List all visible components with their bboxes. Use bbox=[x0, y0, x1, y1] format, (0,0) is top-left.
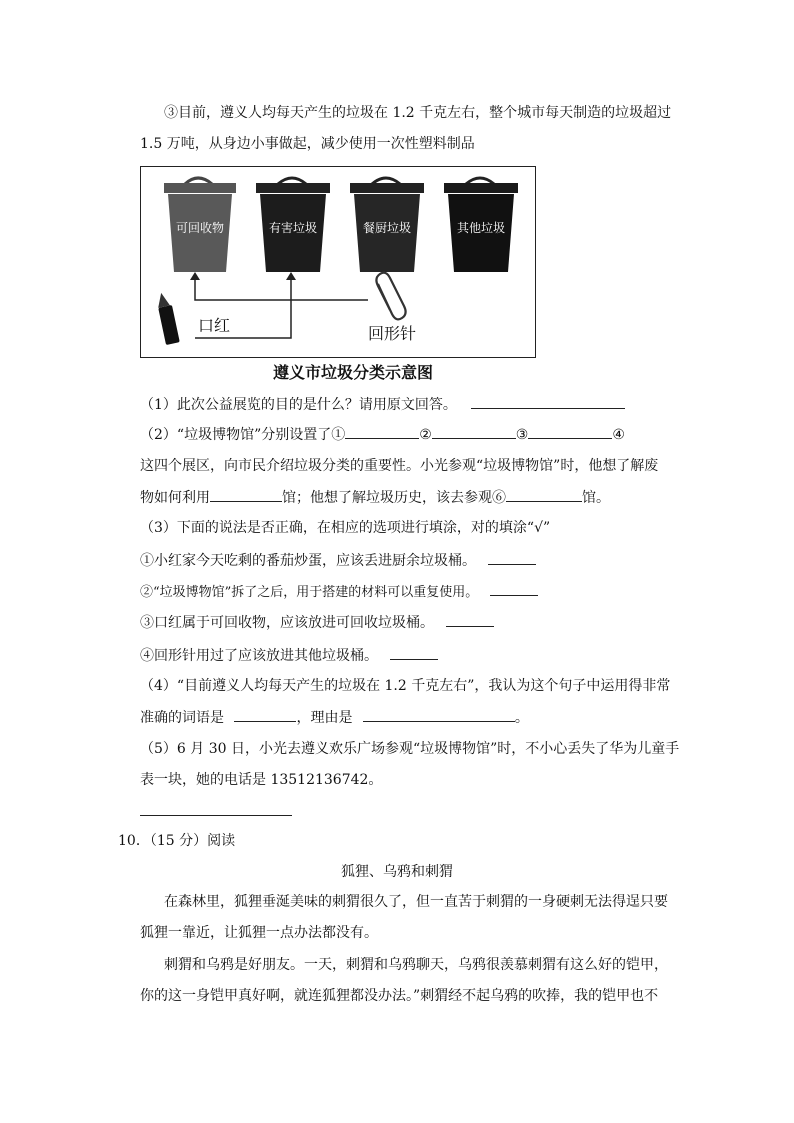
q4-line1: （4）“目前遵义人均每天产生的垃圾在 1.2 千克左右”，我认为这个句子中运用得非常 bbox=[140, 678, 671, 694]
garbage-sorting-diagram bbox=[140, 166, 536, 358]
q4-blank-reason[interactable] bbox=[363, 707, 515, 722]
q10-header: 10．（15 分）阅读 bbox=[118, 833, 236, 849]
q3-item-1-blank[interactable] bbox=[488, 550, 536, 565]
q2-mark-4: ④ bbox=[612, 427, 625, 443]
q2-text-a: （2）“垃圾博物馆”分别设置了① bbox=[140, 427, 346, 443]
q4-blank-word[interactable] bbox=[234, 707, 296, 722]
item3-line2: 1.5 万吨，从身边小事做起，减少使用一次性塑料制品 bbox=[140, 136, 475, 152]
q3-item-4 bbox=[140, 645, 438, 666]
q3-instruction: （3）下面的说法是否正确，在相应的选项进行填涂，对的填涂“√” bbox=[140, 520, 551, 536]
bin-label-kitchen: 餐厨垃圾 bbox=[362, 221, 412, 235]
q2-blank-5[interactable] bbox=[210, 487, 282, 502]
bin-label-other: 其他垃圾 bbox=[456, 221, 506, 235]
q1-line bbox=[140, 394, 625, 415]
q3-item-3 bbox=[140, 612, 494, 633]
lipstick-label: 口红 bbox=[198, 316, 231, 335]
q3-item-1-text: ①小红家今天吃剩的番茄炒蛋，应该丢进厨余垃圾桶。 bbox=[140, 553, 476, 569]
q5-line2: 表一块，她的电话是 13512136742。 bbox=[140, 772, 383, 788]
q3-item-3-blank[interactable] bbox=[446, 612, 494, 627]
figure-caption: 遵义市垃圾分类示意图 bbox=[272, 363, 433, 382]
q2-line1 bbox=[140, 424, 625, 445]
q3-item-2 bbox=[140, 581, 538, 603]
q2-mark-3: ③ bbox=[515, 427, 529, 443]
item3-line1: ③目前，遵义人均每天产生的垃圾在 1.2 千克左右，整个城市每天制造的垃圾超过 bbox=[164, 105, 672, 121]
q10-p2-line2: 你的这一身铠甲真好啊，就连狐狸都没办法。”刺猬经不起乌鸦的吹捧，我的铠甲也不 bbox=[140, 988, 659, 1004]
q2-blank-2[interactable] bbox=[432, 424, 516, 439]
q2-text-c1: 物如何利用 bbox=[140, 490, 210, 506]
q4-text-b1: 准确的词语是 bbox=[140, 710, 224, 726]
q1-answer-blank[interactable] bbox=[471, 394, 625, 409]
q2-blank-3[interactable] bbox=[528, 424, 612, 439]
q3-item-2-blank[interactable] bbox=[490, 581, 538, 596]
q2-text-c3: 馆。 bbox=[582, 490, 610, 506]
q10-p2-line1: 刺猬和乌鸦是好朋友。一天，刺猬和乌鸦聊天，乌鸦很羡慕刺猬有这么好的铠甲， bbox=[164, 957, 668, 973]
q10-passage-title: 狐狸、乌鸦和刺猬 bbox=[341, 864, 453, 880]
q4-line2 bbox=[140, 707, 529, 728]
q10-p1-line2: 狐狸一靠近，让狐狸一点办法都没有。 bbox=[140, 925, 378, 941]
q5-line1: （5）6 月 30 日，小光去遵义欢乐广场参观“垃圾博物馆”时，不小心丢失了华为儿童手 bbox=[140, 741, 680, 757]
q3-item-4-text: ④回形针用过了应该放进其他垃圾桶。 bbox=[140, 648, 378, 664]
q3-item-4-blank[interactable] bbox=[390, 645, 438, 660]
clip-label: 回形针 bbox=[368, 324, 417, 343]
bin-label-hazardous: 有害垃圾 bbox=[268, 221, 318, 235]
q3-item-3-text: ③口红属于可回收物，应该放进可回收垃圾桶。 bbox=[140, 615, 434, 631]
q3-item-1 bbox=[140, 550, 536, 571]
q2-line2: 这四个展区，向市民介绍垃圾分类的重要性。小光参观“垃圾博物馆”时，他想了解废 bbox=[140, 458, 659, 474]
q5-answer-blank[interactable] bbox=[140, 815, 292, 816]
q2-mark-2: ② bbox=[419, 427, 432, 443]
q2-text-c2: 馆；他想了解垃圾历史，该去参观⑥ bbox=[282, 490, 506, 506]
q1-text: （1）此次公益展览的目的是什么？请用原文回答。 bbox=[140, 397, 457, 413]
q4-text-b2: ，理由是 bbox=[296, 710, 353, 726]
q2-blank-6[interactable] bbox=[506, 487, 582, 502]
q3-item-2-text: ②“垃圾博物馆”拆了之后，用于搭建的材料可以重复使用。 bbox=[140, 585, 479, 600]
bin-label-recyclable: 可回收物 bbox=[175, 221, 225, 235]
q2-line3 bbox=[140, 487, 610, 508]
q10-p1-line1: 在森林里，狐狸垂涎美味的刺猬很久了，但一直苦于刺猬的一身硬刺无法得逞只要 bbox=[164, 894, 668, 910]
garbage-sorting-figure bbox=[140, 166, 536, 358]
q2-blank-1[interactable] bbox=[345, 424, 419, 439]
q4-text-b3: 。 bbox=[514, 710, 529, 726]
